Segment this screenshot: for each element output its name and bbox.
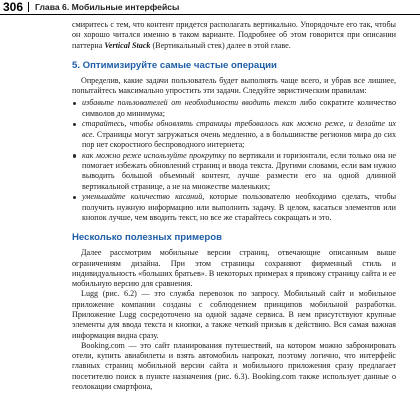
- pattern-name: Vertical Stack: [104, 40, 151, 50]
- header-rule: [0, 14, 420, 15]
- section-heading-examples: Несколько полезных примеров: [72, 232, 223, 244]
- page-number: 306: [3, 0, 24, 14]
- booking-paragraph: Booking.com — это сайт планирования путешествий, на котором можно забронировать отели, купить авиабилеты и взять автомобиль напрокат, поэтому логично, что интерфейс главных страниц мобильной версии сайта и мобильного приложения сразу предлагает посетителю поиск в пункте назначения (рис. 6.3). Booking.com также использует данные о геолокации смартфона,: [72, 340, 396, 392]
- list-item: старайтесь, чтобы обновлять страницы требовалось как можно реже, и делайте их все. Страницы могут загружаться очень медленно, а в большинстве регионов мира до сих пор нет скоростного беспроводного интернета;: [72, 119, 396, 150]
- list-item: избавьте пользователей от необходимости вводить текст либо сократите количество символов до минимума;: [72, 98, 396, 119]
- lugg-name: Lugg: [81, 289, 99, 299]
- section5-paragraph: Определив, какие задачи пользователь будет выполнять чаще всего, и убрав все лишнее, попытайтесь максимально упростить эти задачи. Следуйте эвристическим правилам:: [72, 75, 396, 96]
- bullet-icon: [73, 102, 76, 105]
- list-item: уменьшайте количество касаний, которые пользователю необходимо сделать, чтобы получить нужную информацию или выполнить задачу. В целом, касаться элементов или кнопок лучше, чем вводить текст, но все же старайтесь сокращать и это.: [72, 192, 396, 223]
- section-heading-5: 5. Оптимизируйте самые частые операции: [72, 59, 277, 71]
- booking-name: Booking.com: [81, 340, 125, 350]
- body-text: [72, 20, 396, 392]
- running-header: [0, 0, 420, 14]
- bullet-icon: [73, 196, 76, 199]
- list-item: как можно реже используйте прокрутку по вертикали и горизонтали, если только она не помогает избежать обновлений страниц и ввода текста. Другими словами, если вам нужно выводить большой объемный контент, лучше размести его на одной длинной вертикальной странице, а не на множестве маленьких;: [72, 151, 396, 192]
- heuristics-list: [72, 98, 396, 223]
- chapter-title: Глава 6. Мобильные интерфейсы: [35, 2, 180, 12]
- header-separator: [28, 2, 29, 12]
- bullet-icon: [73, 154, 76, 157]
- intro-paragraph: смиритесь с тем, что контент придется располагать вертикально. Упорядочьте его так, чтобы он хорошо читался именно в таком варианте. Подробнее об этом говорится при описании паттерна Vertical Stack (Вертикальный стек) далее в этой главе.: [72, 20, 396, 50]
- examples-paragraph: Далее рассмотрим мобильные версии страниц, отвечающие описанным выше ограничениям дизайна. При этом страницы сохраняют фирменный стиль и индивидуальность «больших братьев». В некоторых примерах я привожу страницу сайта и ее мобильную версию для сравнения.: [72, 248, 396, 289]
- bullet-icon: [73, 123, 76, 126]
- lugg-paragraph: Lugg (рис. 6.2) — это служба перевозок по запросу. Мобильный сайт и мобильное приложение компании созданы с соблюдением принципов мобильной разработки. Приложение Lugg сосредоточено на одной задаче сервиса. В нем присутствуют крупные элементы для ввода текста и кнопки, а также четкий призыв к действию. Вся самая важная информация видна сразу.: [72, 289, 396, 340]
